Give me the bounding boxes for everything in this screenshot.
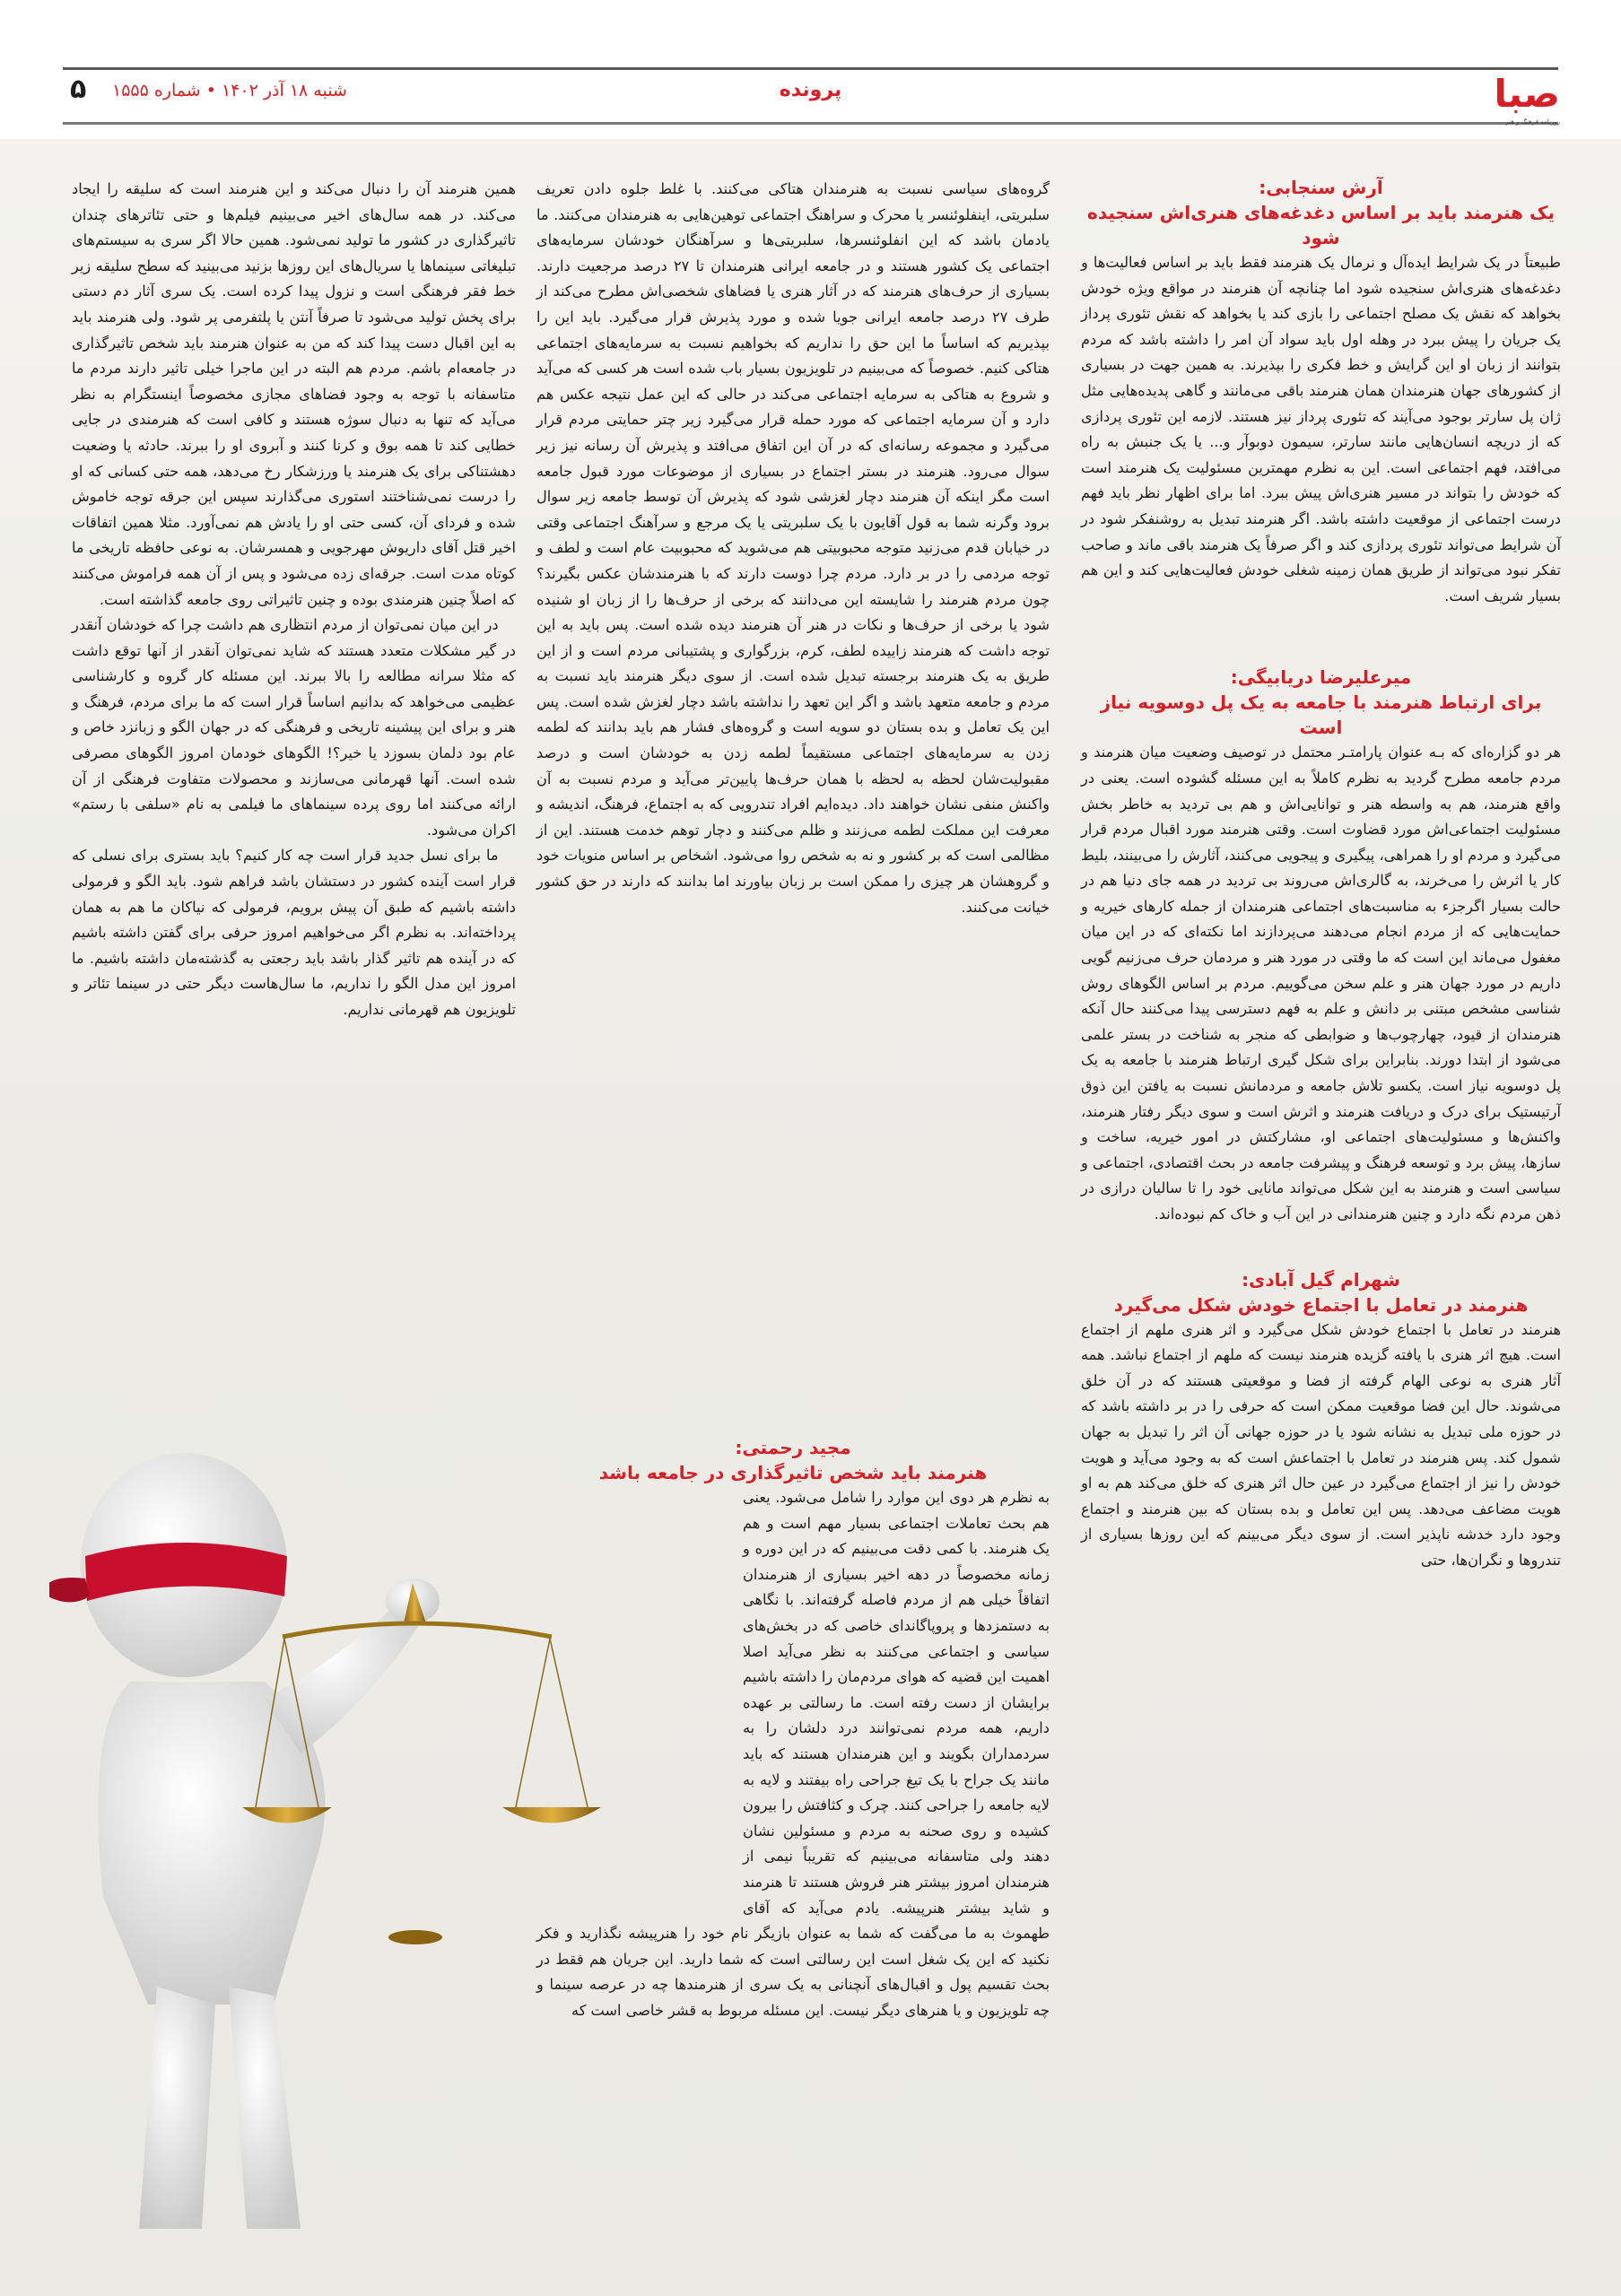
article-paragraph: هر دو گزاره‌ای که بـه عنوان پارامتـر محتمل در توصیف وضعیت میان هنرمند و مردم جامعه مطرح گردید به نظرم کاملاً به این مسئله گشوده است. یعنی در واقع هنرمند، هم به واسطه هنر و توانایی‌اش و هم بی تردید به خاطر بخش مسئولیت اجتماعی‌اش مورد قضاوت است. وقتی هنرمند مورد اقبال مردم قرار می‌گیرد و مردم او را همراهی، پیگیری و پیجویی می‌کنند، آثارش را می‌بینند، بلیط کار یا اثرش را می‌خرند، به گالری‌اش می‌روند بی تردید در همه جای دنیا هم در حالت بسیار اگرجزء به مناسبت‌های اجتماعی هنرمندان از جمله کارهای خیریه و حمایت‌هایی که از مردم انجام می‌دهند می‌پردازند اما نکته‌ای که در این میان مغفول می‌ماند این است که ما وقتی در مورد هنر و مردمان حرف می‌زنیم گویی داریم در مورد جهان هنر و علم سخن می‌گوییم. مردم بر اساس الگوهای روش شناسی مشخص مبتنی بر دانش و علم به فهم دسترسی پیدا می‌کنند حال آنکه هنرمندان از قیود، چهارچوب‌ها و ضوابطی که منجر به شناخت در بستر علمی می‌شود از ابتدا دورند. بنابراین برای شکل گیری ارتباط هنرمند با جامعه به یک پل دوسویه نیاز است. یکسو تلاش جامعه و مردمانش نسبت به یافتن این ذوق آرتیستیک برای درک و دریافت هنرمند و اثرش است و سوی دیگر رفتار هنرمند، واکنش‌ها و مسئولیت‌های اجتماعی او، مشارکتش در امور خیریه، ساخت و سازها، پیش برد و توسعه فرهنگ و پیشرفت جامعه در بحث اقتصادی، اجتماعی و سیاسی است و هنرمند به این شکل می‌تواند مانایی خود را تا سالیان درازی در ذهن مردم نگه دارد و چنین هنرمندانی در این آب و خاک کم نبوده‌اند. [1081,744,1561,1222]
article-heading [1081,175,1561,250]
article-paragraph: همین هنرمند آن را دنبال می‌کند و این هنرمند است که سلیقه را ایجاد می‌کند. در همه سال‌های اخیر می‌بینیم فیلم‌ها و حتی تئاترهای چندان تاثیرگذاری در کشور ما تولید نمی‌شود. همین حالا اگر سری به سیستم‌های تبلیغاتی سینماها یا سریال‌های این روزها بزنید می‌بینید که سطح سلیقه زیر خط فقر فرهنگی است و نزول پیدا کرده است. یک سری آثار دم دستی برای پخش تولید می‌شود تا صرفاً آنتن یا پلتفرمی پر شود. ولی هنرمند باید به این اقبال دست پیدا کند که من به عنوان هنرمند باید شخص تاثیرگذاری در جامعه‌ام باشم. مردم هم البته در این ماجرا خیلی تاثیر دارند مردم ما متاسفانه با توجه به وجود فضاهای مجازی مخصوصاً اینستگرام به نظر می‌آید که تنها به دنبال سوژه هستند و کافی است که هنرمندی در جایی خطایی کند تا همه بوق و کرنا کنند و آبروی او را ببرند. حادثه یا وضعیت دهشتناکی برای یک هنرمند یا ورزشکار رخ می‌دهد، همه حتی کسانی که او را درست نمی‌شناختند استوری می‌گذارند سپس این جرقه توجه خاموش شده و فردای آن، کسی حتی او را یادش هم نمی‌آورد. مثلا همین اتفاقات اخیر قتل آقای داریوش مهرجویی و همسرشان. به نوعی حافظه تاریخی ما کوتاه مدت است. جرقه‌ای زده می‌شود و پس از آن همه فراموش می‌کنند که اصلاً چنین هنرمندی بوده و چنین تاثیراتی روی جامعه گذاشته است. [72,180,516,608]
article-title: برای ارتباط هنرمند با جامعه به یک پل دوسویه نیاز است [1100,691,1542,739]
header-bottom-rule [63,122,1558,125]
interviewee-name: آرش سنجابی: [1259,177,1383,198]
article-paragraph: طبیعتاً در یک شرایط ایده‌آل و نرمال یک هنرمند فقط باید بر اساس فعالیت‌ها و دغدغه‌های هنری‌اش سنجیده شود اما چنانچه آن هنرمند در مواقع ویژه خودش بخواهد که نقش یک مصلح اجتماعی را بازی کند یا بخواهد که نقش تئوری پرداز یک جریان را پیش ببرد در وهله اول باید سواد آن امر را داشته باشد که مردم بتوانند از زبان او این گرایش و خط فکری را بپذیرند. به همین جهت در بسیاری از کشورهای جهان هنرمندان همان هنرمند باقی می‌مانند و گاهی پدیده‌هایی مثل ژان پل سارتر بوجود می‌آیند که تئوری پرداز نیز هستند. لازمه این تئوری پردازی که از دریچه انسان‌هایی مانند سارتر، سیمون دوبوآر و... یا یک جنبش به راه می‌افتد، فهم اجتماعی است. این به نظرم مهمترین مسئولیت یک هنرمند است که خودش را بتواند در مسیر هنری‌اش پیش ببرد. اما برای اظهار نظر باید فهم درست اجتماعی از موقعیت داشته باشد. اگر هنرمند تبدیل به روشنفکر شود در آن شرایط می‌تواند تئوری پردازی کند و اگر صرفاً یک هنرمند باقی ماند و صاحب تفکر نبود می‌تواند از طریق همان زمینه شغلی خودش فعالیت‌هایی کند و این هم بسیار شریف است. [1081,254,1561,604]
article-paragraph: ما برای نسل جدید قرار است چه کار کنیم؟ باید بستری برای نسلی که قرار است آینده کشور در دستشان باشد فراهم شود. باید الگو و فرمولی داشته باشیم که طبق آن پیش برویم، فرمولی که نیاکان ما هم به همان پرداخته‌اند. به نظرم اگر می‌خواهیم امروز حرفی برای گفتن داشته باشیم که در آینده هم تاثیر گذار باشد باید رجعتی به گذشته‌مان داشته باشیم. ما امروز این مدل الگو را نداریم، ما سال‌هاست دیگر حتی در سینما تئاتر و تلویزیون هم قهرمانی نداریم. [72,847,516,1018]
article-title: یک هنرمند باید بر اساس دغدغه‌های هنری‌اش سنجیده شود [1087,202,1555,248]
interviewee-name: مجید رحمتی: [735,1437,851,1458]
logo-tagline: روزنامه فرهنگ و هنر [1505,118,1560,126]
article-title: هنرمند باید شخص تاثیرگذاری در جامعه باشد [598,1462,988,1483]
article-heading [1081,1267,1561,1318]
header-top-rule [63,67,1558,70]
dateline: شنبه ۱۸ آذر ۱۴۰۲ • شماره ۱۵۵۵ [112,81,347,100]
article-heading [1081,665,1561,740]
column-middle [536,177,1050,920]
column-left [72,177,516,1023]
section-title: پرونده [779,79,842,101]
article-paragraph: در این میان نمی‌توان از مردم انتظاری هم داشت چرا که خودشان آنقدر در گیر مشکلات متعدد هستند که شاید نمی‌توان آنقدر از آنها توقع داشت که مثلا سرانه مطالعه را بالا ببرند. این مسئله کار گروه و کارشناسی عظیمی می‌خواهد که بدانیم اساساً قرار است که ما برای مردم، فرهنگ و هنر و برای این پیشینه تاریخی و فرهنگی که در جهان الگو و زبانزد خاص و عام بود دلمان بسوزد یا خیر؟! الگوهای خودمان امروز الگوهای مصرفی شده است. آنها قهرمانی می‌سازند و محصولات متفاوت فرهنگی از آن ارائه می‌کنند اما روی پرده سینماهای ما فیلمی به نام «سلفی با رستم» اکران می‌شود. [72,616,516,839]
logo-text: صبا [1494,72,1560,116]
interviewee-name: شهرام گیل آبادی: [1242,1268,1400,1291]
column-middle-bottom [536,1435,1050,2023]
article-title: هنرمند در تعامل با اجتماع خودش شکل می‌گیرد [1113,1293,1529,1316]
interviewee-name: میرعلیرضا دریابیگی: [1230,666,1412,689]
article-paragraph: هنرمند در تعامل با اجتماع خودش شکل می‌گیرد و اثر هنری ملهم از اجتماع است. هیچ اثر هنری با یافته گزیده هنرمند نیست که ملهم از اجتماع نباشد. همه آثار هنری به نوعی الهام گرفته از فضا و موقعیتی هستند که در آن خلق می‌شوند. حال این فضا موقعیت ممکن است که حرفی را در بر داشته باشد که در حوزه ملی تبدیل به نشانه شود یا در حوزه جهانی آن اثر را تبدیل به جهان شمول کند. پس هنرمند در تعامل با اجتماعش است که به وجود می‌آید و هویت خودش را نیز از اجتماع می‌گیرد در عین حال اثر هنری که خلق می‌کند هم به او هویت مضاعف می‌دهد. پس این تعامل و بده بستان که بین هنرمند و اجتماع وجود دارد خدشه ناپذیر است. از سوی دیگر می‌بینم که این روزها بسیاری از تندروها و نگران‌ها، حتی [1081,1320,1561,1569]
page-number: ۵ [70,74,87,105]
article-paragraph: گروه‌های سیاسی نسبت به هنرمندان هتاکی می‌کنند. با غلط جلوه دادن تعریف سلبریتی، اینفلوئنسر یا محرک و سراهنگ اجتماعی توهین‌هایی به هنرمندان می‌کنند. ما یادمان باشد که این انفلوئنسرها، سلبریتی‌ها و سرآهنگان خودشان سرمایه‌های اجتماعی یک کشور هستند و در جامعه ایرانی هنرمندان تا ۲۷ درصد مرجعیت دارند. بسیاری از حرف‌های هنرمند که در آثار هنری یا فضاهای شخصی‌اش مطرح می‌کند از طرف ۲۷ درصد جامعه ایرانی جویا شده و مورد پذیرش قرار می‌گیرد. باید این را بپذیریم که اساساً ما این حق را نداریم که بخواهیم نسبت به سرمایه‌های اجتماعی هتاکی کنیم. خصوصاً که می‌بینیم در تلویزیون بسیار باب شده است هر کسی که می‌آید و شروع به هتاکی به سرمایه اجتماعی می‌کند در حالی که این عمل نتیجه عکس هم دارد و آن سرمایه اجتماعی که مورد حمله قرار می‌گیرد زیر چتر حمایتی مردم قرار می‌گیرد و مجموعه رسانه‌ای که در آن این اتفاق می‌افتد و پذیرش آن رسانه نیز زیر سوال می‌رود. هنرمند در بستر اجتماع در بسیاری از موضوعات مورد قبول جامعه است مگر اینکه آن هنرمند دچار لغزشی شود که پذیرش آن توسط جامعه زیر سوال برود وگرنه شما به قول آقایون با یک سلبریتی یا یک مرجع و سرآهنگ اجتماعی وقتی در خیابان قدم می‌زنید متوجه محبوبیتی هم می‌شوید که محبوبیت عام است و لطف و توجه مردمی را در بر دارد. مردم چرا دوست دارند که با هنرمندشان عکس بگیرند؟ چون مردم هنرمند را شایسته این می‌دانند که برخی از حرف‌ها را از زبان او شنیده شود یا برخی از حرف‌ها و نکات در هنر آن هنرمند دیده شده است. پس باید به این توجه داشت که هنرمند زاییده لطف، کرم، بزرگواری و پشتیبانی مردم است و از این طریق به یک هنرمند برجسته تبدیل شده است. از سوی دیگر هنرمند باید نسبت به مردم و جامعه متعهد باشد و اگر این تعهد را نداشته باشد دچار لغزش شده است. پس این یک تعامل و بده بستان دو سویه است و گروه‌های فشار هم باید بدانند که لطمه زدن به سرمایه‌های اجتماعی مستقیماً لطمه زدن به خودشان است و درصد مقبولیت‌شان لحظه به لحظه با همان حرف‌ها پایین‌تر می‌آید و مردم نسبت به آن واکنش منفی نشان خواهند داد. دیده‌ایم افراد تندرویی که به اجتماع، فرهنگ، اندیشه و معرفت این مملکت لطمه می‌زنند و ظلم می‌کنند و دچار توهم خدمت هستند. این از مظالمی است که بر کشور و نه به شخص روا می‌شود. اشخاص بر اساس منویات خود و گروهشان هر چیزی را ممکن است بر زبان بیاورند اما بدانند که دارند در حق کشور خیانت می‌کنند. [536,180,1050,916]
column-right [1081,175,1561,1574]
article-paragraph: به نظرم هر دوی این موارد را شامل می‌شود. یعنی هم بحث تعاملات اجتماعی بسیار مهم است و هم یک هنرمند. با کمی دقت می‌بینیم که در این دوره و زمانه مخصوصاً در دهه اخیر بسیاری از هنرمندان اتفاقاً خیلی هم از مردم فاصله گرفته‌اند. با نگاهی به دستمزدها و پروپاگاندای خاصی که در بخش‌های سیاسی و اجتماعی می‌کنند به نظر می‌آید اصلا اهمیت این قضیه که هوای مردم‌مان را داشته باشیم برایشان از دست رفته است. ما رسالتی بر عهده داریم، همه مردم نمی‌توانند درد دلشان را به سردمداران بگویند و این هنرمندان هستند که باید مانند یک جراح با یک تیغ جراحی راه بیفتند و لایه به لایه جامعه را جراحی کنند. چرک و کثافتش را بیرون کشیده و روی صحنه به مردم و مسئولین نشان دهند ولی متاسفانه می‌بینیم که تقریباً نیمی از هنرمندان امروز بیشتر هنر فروش هستند تا هنرمند و شاید بیشتر هنرپیشه. یادم می‌آید که آقای طهموث به ما می‌گفت که شما به عنوان بازیگر نام خود را هنرپیشه نگذارید و فکر نکنید که این یک شغل است این رسالتی است که شما دارید. این جریان هم فقط در بحث تقسیم پول و اقبال‌های آنچنانی به یک سری از هنرمندها چه در عرصه سینما و چه تلویزیون و یا هنرهای دیگر نیست. این مسئله مربوط به قشر خاصی است که [536,1489,1050,2019]
article-heading [536,1435,1050,1485]
image-wrap-spacer [536,1557,743,1911]
